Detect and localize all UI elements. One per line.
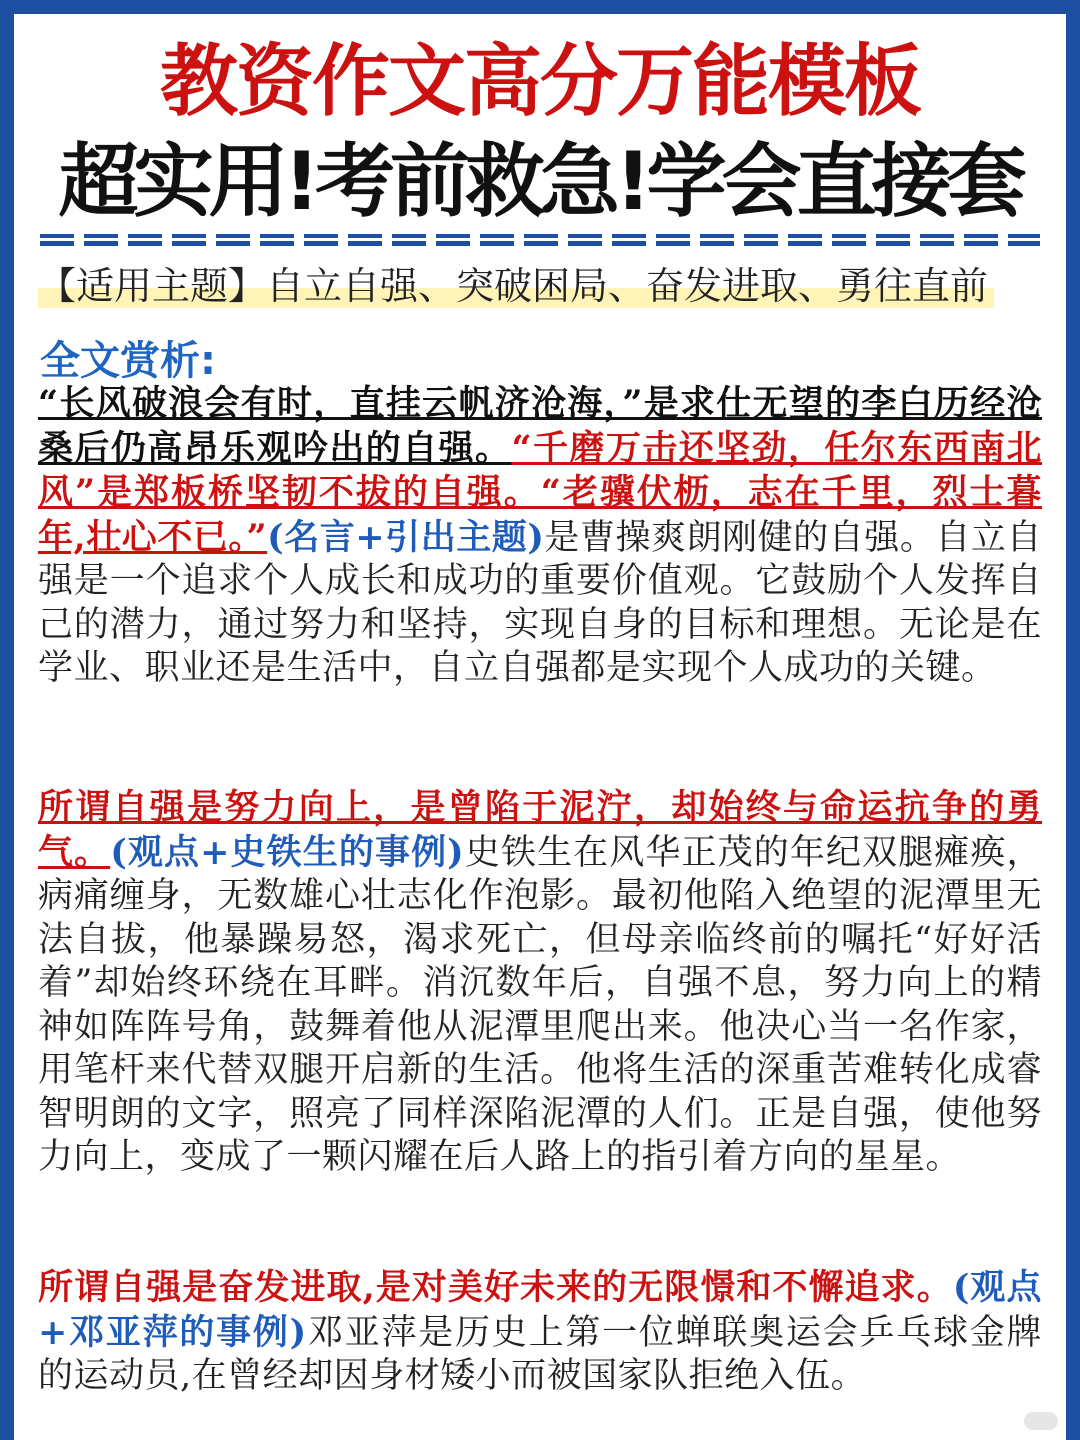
main-title: 教资作文高分万能模板 [159,37,920,127]
annotation-note: (观点+史铁生的事例) [110,831,465,873]
viewpoint: 所谓自强是奋发进取,是对美好未来的无限憬和不懈追求。 [38,1267,953,1308]
paragraph-2 [38,786,1042,1180]
paragraph-body: 邓亚萍是历史上第一位蝉联奥运会乒乓球金牌的运动员,在曾经却因身材矮小而被国家队拒绝入伍。 [38,1312,1042,1396]
subtitle: 超实用!考前救急!学会直接套 [58,135,1022,228]
topic-line [38,258,1038,314]
annotation-note: (名言+引出主题) [267,516,545,558]
topic-text: 【适用主题】自立自强、突破困局、奋发进取、勇往直前 [38,264,994,308]
dashed-divider [40,234,1040,246]
quote-zheng-cao: “千磨万击还坚劲，任尔东西南北风”是郑板桥坚韧不拔的自强。“老骥伏枥，志在千里，烈士暮年,壮心不已。” [38,427,1042,558]
paragraph-3 [38,1266,1042,1399]
quote-li-bai: “长风破浪会有时，直挂云帆济沧海，”是求仕无望的李白历经沧桑后仍高昂乐观吟出的自强。 [38,383,1042,469]
page-frame [14,14,1066,1440]
paragraph-1 [38,382,1042,691]
annotation-note: (观点+邓亚萍的事例) [38,1267,1042,1353]
scroll-indicator[interactable] [1024,1412,1058,1430]
viewpoint: 所谓自强是努力向上，是曾陷于泥泞，却始终与命运抗争的勇气。 [38,787,1042,873]
paragraph-body: 史铁生在风华正茂的年纪双腿瘫痪，病痛缠身，无数雄心壮志化作泡影。最初他陷入绝望的泥潭里无法自拔，他暴躁易怒，渴求死亡，但母亲临终前的嘱托“好好活着”却始终环绕在耳畔。消沉数年后，自强不息，努力向上的精神如阵阵号角，鼓舞着他从泥潭里爬出来。他决心当一名作家，用笔杆来代替双腿开启新的生活。他将生活的深重苦难转化成睿智明朗的文字，照亮了同样深陷泥潭的人们。正是自强，使他努力向上，变成了一颗闪耀在后人路上的指引着方向的星星。 [38,832,1042,1177]
section-heading: 全文赏析: [40,338,216,384]
paragraph-body: 是曹操爽朗刚健的自强。自立自强是一个追求个人成长和成功的重要价值观。它鼓励个人发挥自己的潜力，通过努力和坚持，实现自身的目标和理想。无论是在学业、职业还是生活中，自立自强都是实现个人成功的关键。 [38,517,1042,688]
